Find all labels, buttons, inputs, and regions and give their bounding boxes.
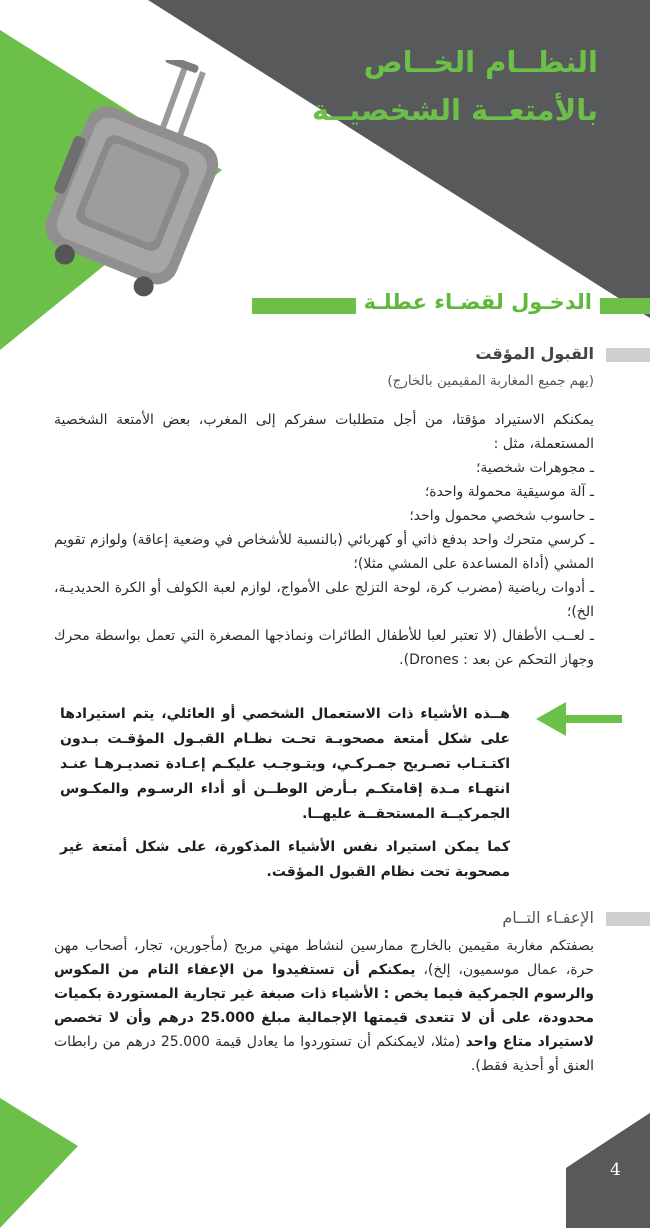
subheading-bar-temporary [606,348,650,362]
exemption-heading: الإعفـاء التــام [502,908,594,927]
highlight-paragraph-1: هــذه الأشياء ذات الاستعمال الشخصي أو العائلي، يتم استيرادها على شكل أمتعة مصحوبـة تحـت نظـام القبـول المؤقـت بـدون اكتـتـاب تصـريح جمـركـي، ويتـوجـب عليكـم إعـادة تصديـرهـا عنـد انتهـاء مـدة إقامتكـم بـأرض الوطــن أو أداء الرسـوم والمكـوس الجمركيــة المستحقــة عليهــا. [60,706,510,822]
page-number: 4 [610,1160,621,1180]
list-item: ـ آلة موسيقية محمولة واحدة؛ [424,484,594,500]
bottom-left-green-triangle [0,1098,78,1228]
list-item: ـ حاسوب شخصي محمول واحد؛ [409,508,594,524]
temporary-note: (يهم جميع المغاربة المقيمين بالخارج) [387,373,594,389]
list-item: ـ مجوهرات شخصية؛ [475,460,594,476]
left-arrow-icon [536,700,624,740]
section-bar-right [598,298,650,314]
exemption-text-bold: يمكنكم أن تستفيدوا من الإعفاء التام من المكوس والرسوم الجمركية فيما يخص : الأشياء ذات صبغة غير تجارية المستوردة بكميات محدودة، على أن لا تتعدى قيمتها الإجمالية مبلغ 25.000 درهم وأن لا تخصص لاستيراد متاع واحد [54,962,594,1050]
exemption-text-1: بصفتكم مغاربة مقيمين بالخارج ممارسين لنشاط مهني مربح (مأجورين، تجار، أصحاب مهن حرة، عمال موسميون، إلخ)، [54,938,595,978]
highlight-paragraph-2: كما يمكن استيراد نفس الأشياء المذكورة، على شكل أمتعة غير مصحوبة تحت نظام القبول المؤقت. [60,839,510,880]
title-line-1: النظــام الخــاص [363,45,598,79]
list-item: ـ أدوات رياضية (مضرب كرة، لوحة التزلج على الأمواج، لوازم لعبة الكولف أو الكرة الحديديـة، الخ)؛ [54,580,594,620]
list-item: ـ لعــب الأطفال (لا تعتبر لعبا للأطفال الطائرات ونماذجها المصغرة التي تعمل بواسطة محرك وجهاز التحكم عن بعد : Drones). [54,628,594,668]
temporary-heading: القبول المؤقت [475,344,594,363]
list-item: ـ كرسي متحرك واحد بدفع ذاتي أو كهربائي (بالنسبة للأشخاص في وضعية إعاقة) ولوازم تقويم المشي (أداة المساعدة على المشي مثلا)؛ [54,532,594,572]
exemption-text-2: (مثلا، لايمكنكم أن تستوردوا ما يعادل قيمة 25.000 درهم من رابطات العنق أو أحذية فقط). [54,1034,594,1074]
temporary-items-list [54,456,594,672]
title-line-2: بالأمتعــة الشخصيــة [311,93,598,127]
subheading-bar-exemption [606,912,650,926]
suitcase-illustration [30,60,260,330]
page-title [298,38,598,134]
section-heading: الدخـول لقضـاء عطلـة [356,290,600,314]
temporary-intro: يمكنكم الاستيراد مؤقتا، من أجل متطلبات سفركم إلى المغرب، بعض الأمتعة الشخصية المستعملة، مثل : [54,412,594,452]
temporary-body [54,408,594,672]
highlight-block [60,702,510,893]
section-bar-left [252,298,364,314]
exemption-body [54,934,594,1078]
